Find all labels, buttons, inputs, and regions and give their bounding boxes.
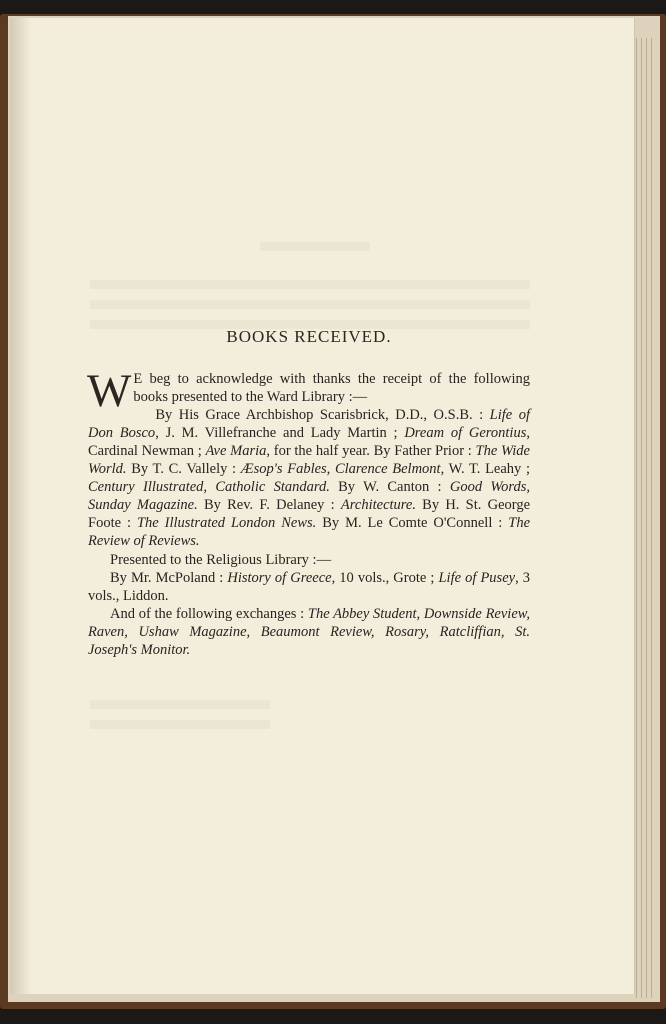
- text-run: , 10 vols., Grote ;: [331, 569, 439, 586]
- book-title: Dream of Gerontius: [404, 425, 527, 442]
- text-run: , J. M. Villefranche and Lady Martin ;: [155, 425, 405, 442]
- book-title: Century Illustrated, Catholic Standard.: [88, 479, 330, 496]
- text-run: , for the half year. By Father Prior :: [266, 443, 476, 460]
- book-title: History of Greece: [227, 569, 332, 586]
- article: [88, 328, 530, 659]
- book-title: Life of Pusey: [438, 569, 516, 586]
- religious-library-list: [88, 569, 530, 605]
- drop-cap: W: [87, 365, 132, 418]
- text-run: By M. Le Comte O'Connell :: [316, 515, 509, 532]
- religious-library-intro: Presented to the Religious Library :—: [110, 551, 332, 568]
- book-title: Architecture.: [340, 497, 416, 514]
- text-run: , 3 vols., Liddon.: [88, 569, 530, 604]
- text-run: And of the following exchanges :: [110, 605, 308, 622]
- text-run: By W. Canton :: [329, 479, 450, 496]
- book-title: Life of Don Bosco: [88, 407, 531, 442]
- text-run: By Mr. McPoland :: [110, 569, 228, 586]
- text-run: By H. St. George Foote :: [88, 497, 531, 532]
- book-title: Good Words, Sunday Magazine.: [88, 479, 530, 514]
- exchanges-list: [88, 605, 530, 659]
- book-title: The Illustrated London News.: [136, 515, 317, 532]
- text-run: , Cardinal Newman ;: [88, 425, 530, 460]
- text-run: By Rev. F. Delaney :: [197, 497, 341, 514]
- intro-text: E beg to acknowledge with thanks the receipt of the following books presented to the Ward Library :—: [133, 371, 530, 406]
- ward-library-list: [88, 406, 530, 550]
- book-title: Ave Maria: [205, 443, 267, 460]
- book-title: Æsop's Fables, Clarence Belmont: [240, 461, 441, 478]
- text-run: , W. T. Leahy ;: [440, 461, 530, 478]
- book-title: The Wide World.: [88, 443, 530, 478]
- book-title: The Abbey Student, Downside Review, Raven, Ushaw Magazine, Beaumont Review, Rosary, Ratcliffian, St. Joseph's Monitor.: [88, 605, 530, 658]
- page-title: BOOKS RECEIVED.: [226, 327, 392, 346]
- text-run: By T. C. Vallely :: [126, 461, 241, 478]
- page-gutter-shadow: [10, 18, 32, 994]
- book-page: [10, 18, 634, 994]
- text-run: By His Grace Archbishop Scarisbrick, D.D., O.S.B. :: [155, 407, 490, 424]
- book-title: The Review of Reviews.: [88, 515, 530, 550]
